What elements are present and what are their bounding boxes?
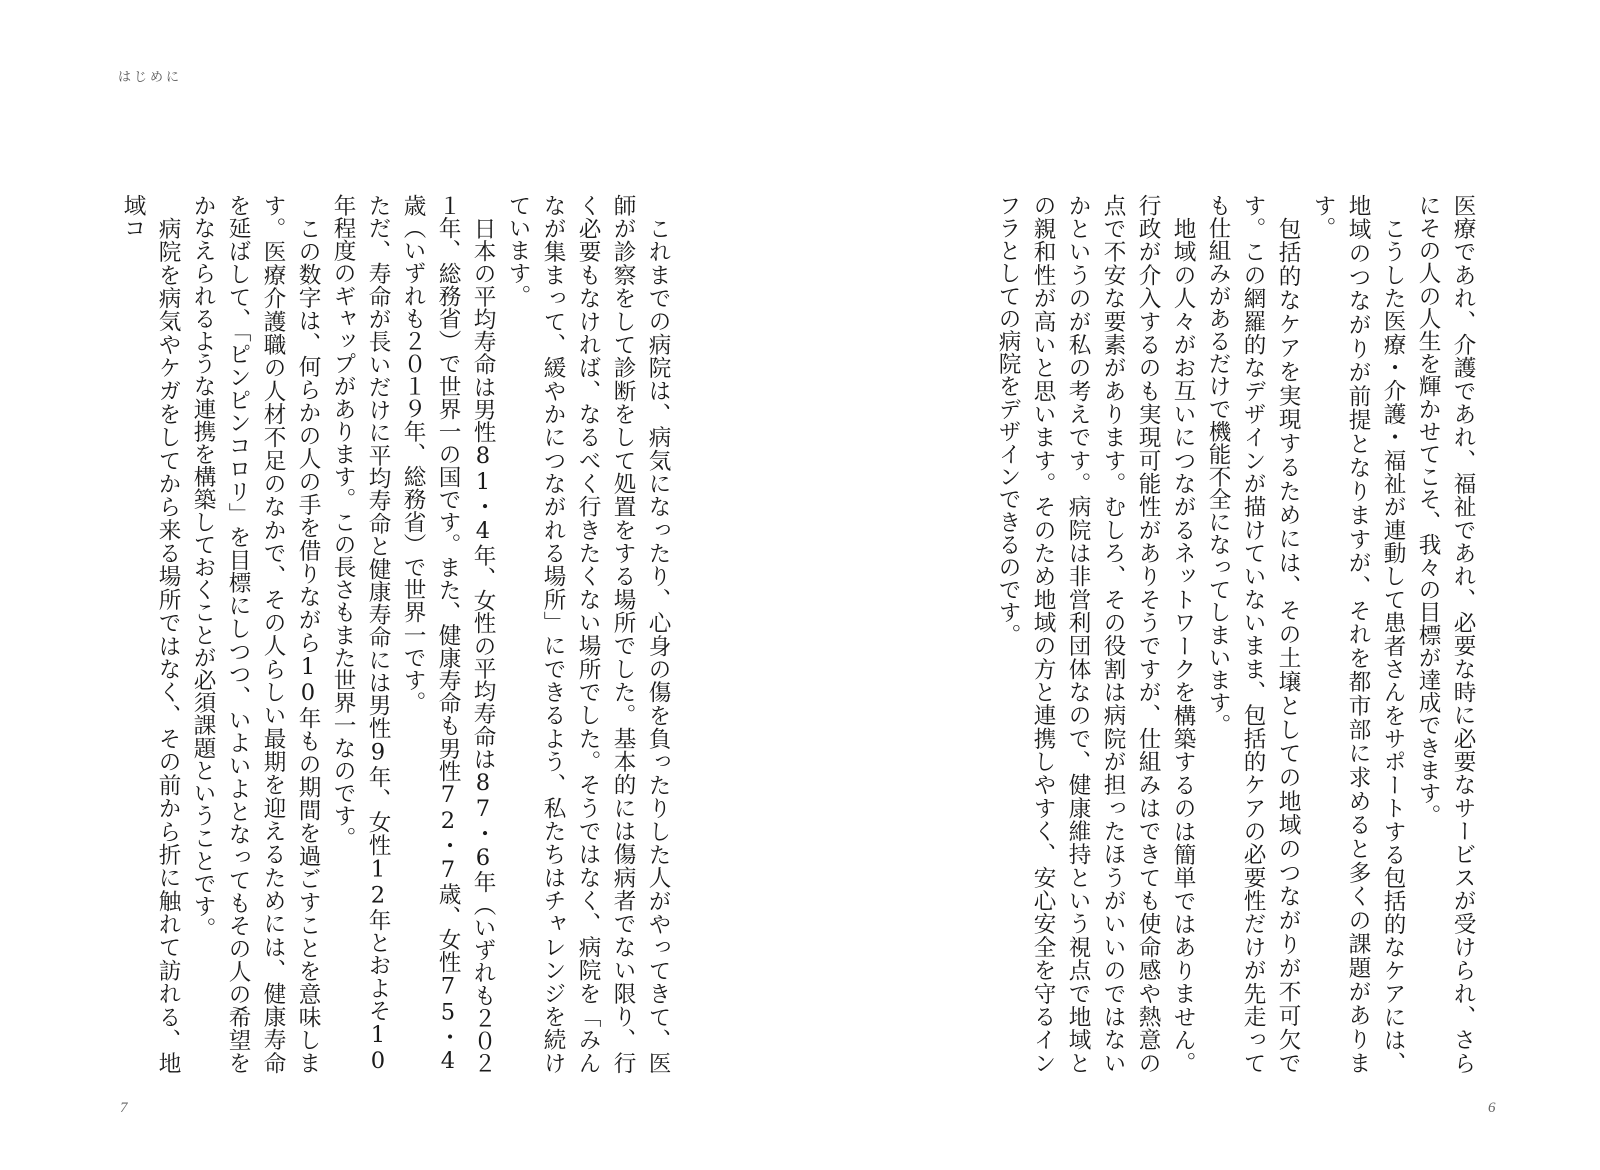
paragraph: ただ、寿命が長いだけに平均寿命と健康寿命には男性9年、女性12年とおよそ10年程度のギャップがあります。この長さもまた世界一なのです。	[330, 194, 391, 1074]
right-page-body	[965, 194, 1480, 1074]
paragraph: 医療であれ、介護であれ、福祉であれ、必要な時に必要なサービスが受けられ、さらにその人の人生を輝かせてこそ、我々の目標が達成できます。	[1415, 194, 1476, 1074]
page-number-left: 7	[120, 1100, 128, 1116]
paragraph: 地域の人々がお互いにつながるネットワークを構築するのは簡単ではありません。行政が介入するのも実現可能性がありそうですが、仕組みはできても使命感や熱意の点で不安な要素があります。むしろ、その役割は病院が担ったほうがいいのではないかというのが私の考えです。病院は非営利団体なので、健康維持という視点で地域との親和性が高いと思います。そのため地域の方と連携しやすく、安心安全を守るインフラとしての病院をデザインできるのです。	[995, 194, 1196, 1074]
paragraph: この数字は、何らかの人の手を借りながら10年もの期間を過ごすことを意味します。医療介護職の人材不足のなかで、その人らしい最期を迎えるためには、健康寿命を延ばして、「ピンピンコロリ」を目標にしつつ、いよいよとなってもその人の希望をかなえられるような連携を構築しておくことが必須課題ということです。	[190, 194, 321, 1074]
paragraph: 病院を病気やケガをしてから来る場所ではなく、その前から折に触れて訪れる、地域コ	[120, 194, 181, 1074]
paragraph: 包括的なケアを実現するためには、その土壌としての地域のつながりが不可欠です。この網羅的なデザインが描けていないまま、包括的ケアの必要性だけが先走っても仕組みがあるだけで機能不全になってしまいます。	[1205, 194, 1301, 1074]
paragraph: これまでの病院は、病気になったり、心身の傷を負ったりした人がやってきて、医師が診察をして診断をして処置をする場所でした。基本的には傷病者でない限り、行く必要もなければ、なるべく行きたくない場所でした。そうではなく、病院を「みんなが集まって、緩やかにつながれる場所」にできるよう、私たちはチャレンジを続けています。	[505, 194, 671, 1074]
paragraph: 日本の平均寿命は男性81・4年、女性の平均寿命は87・6年（いずれも２０２１年、総務省）で世界一の国です。また、健康寿命も男性72・7歳、女性75・4歳（いずれも２０１９年、総務省）で世界一です。	[400, 194, 496, 1074]
left-page-body	[120, 194, 675, 1074]
paragraph: こうした医療・介護・福祉が連動して患者さんをサポートする包括的なケアには、地域のつながりが前提となりますが、それを都市部に求めると多くの課題があります。	[1310, 194, 1406, 1074]
running-head: はじめに	[118, 70, 183, 85]
page-number-right: 6	[1488, 1100, 1496, 1116]
